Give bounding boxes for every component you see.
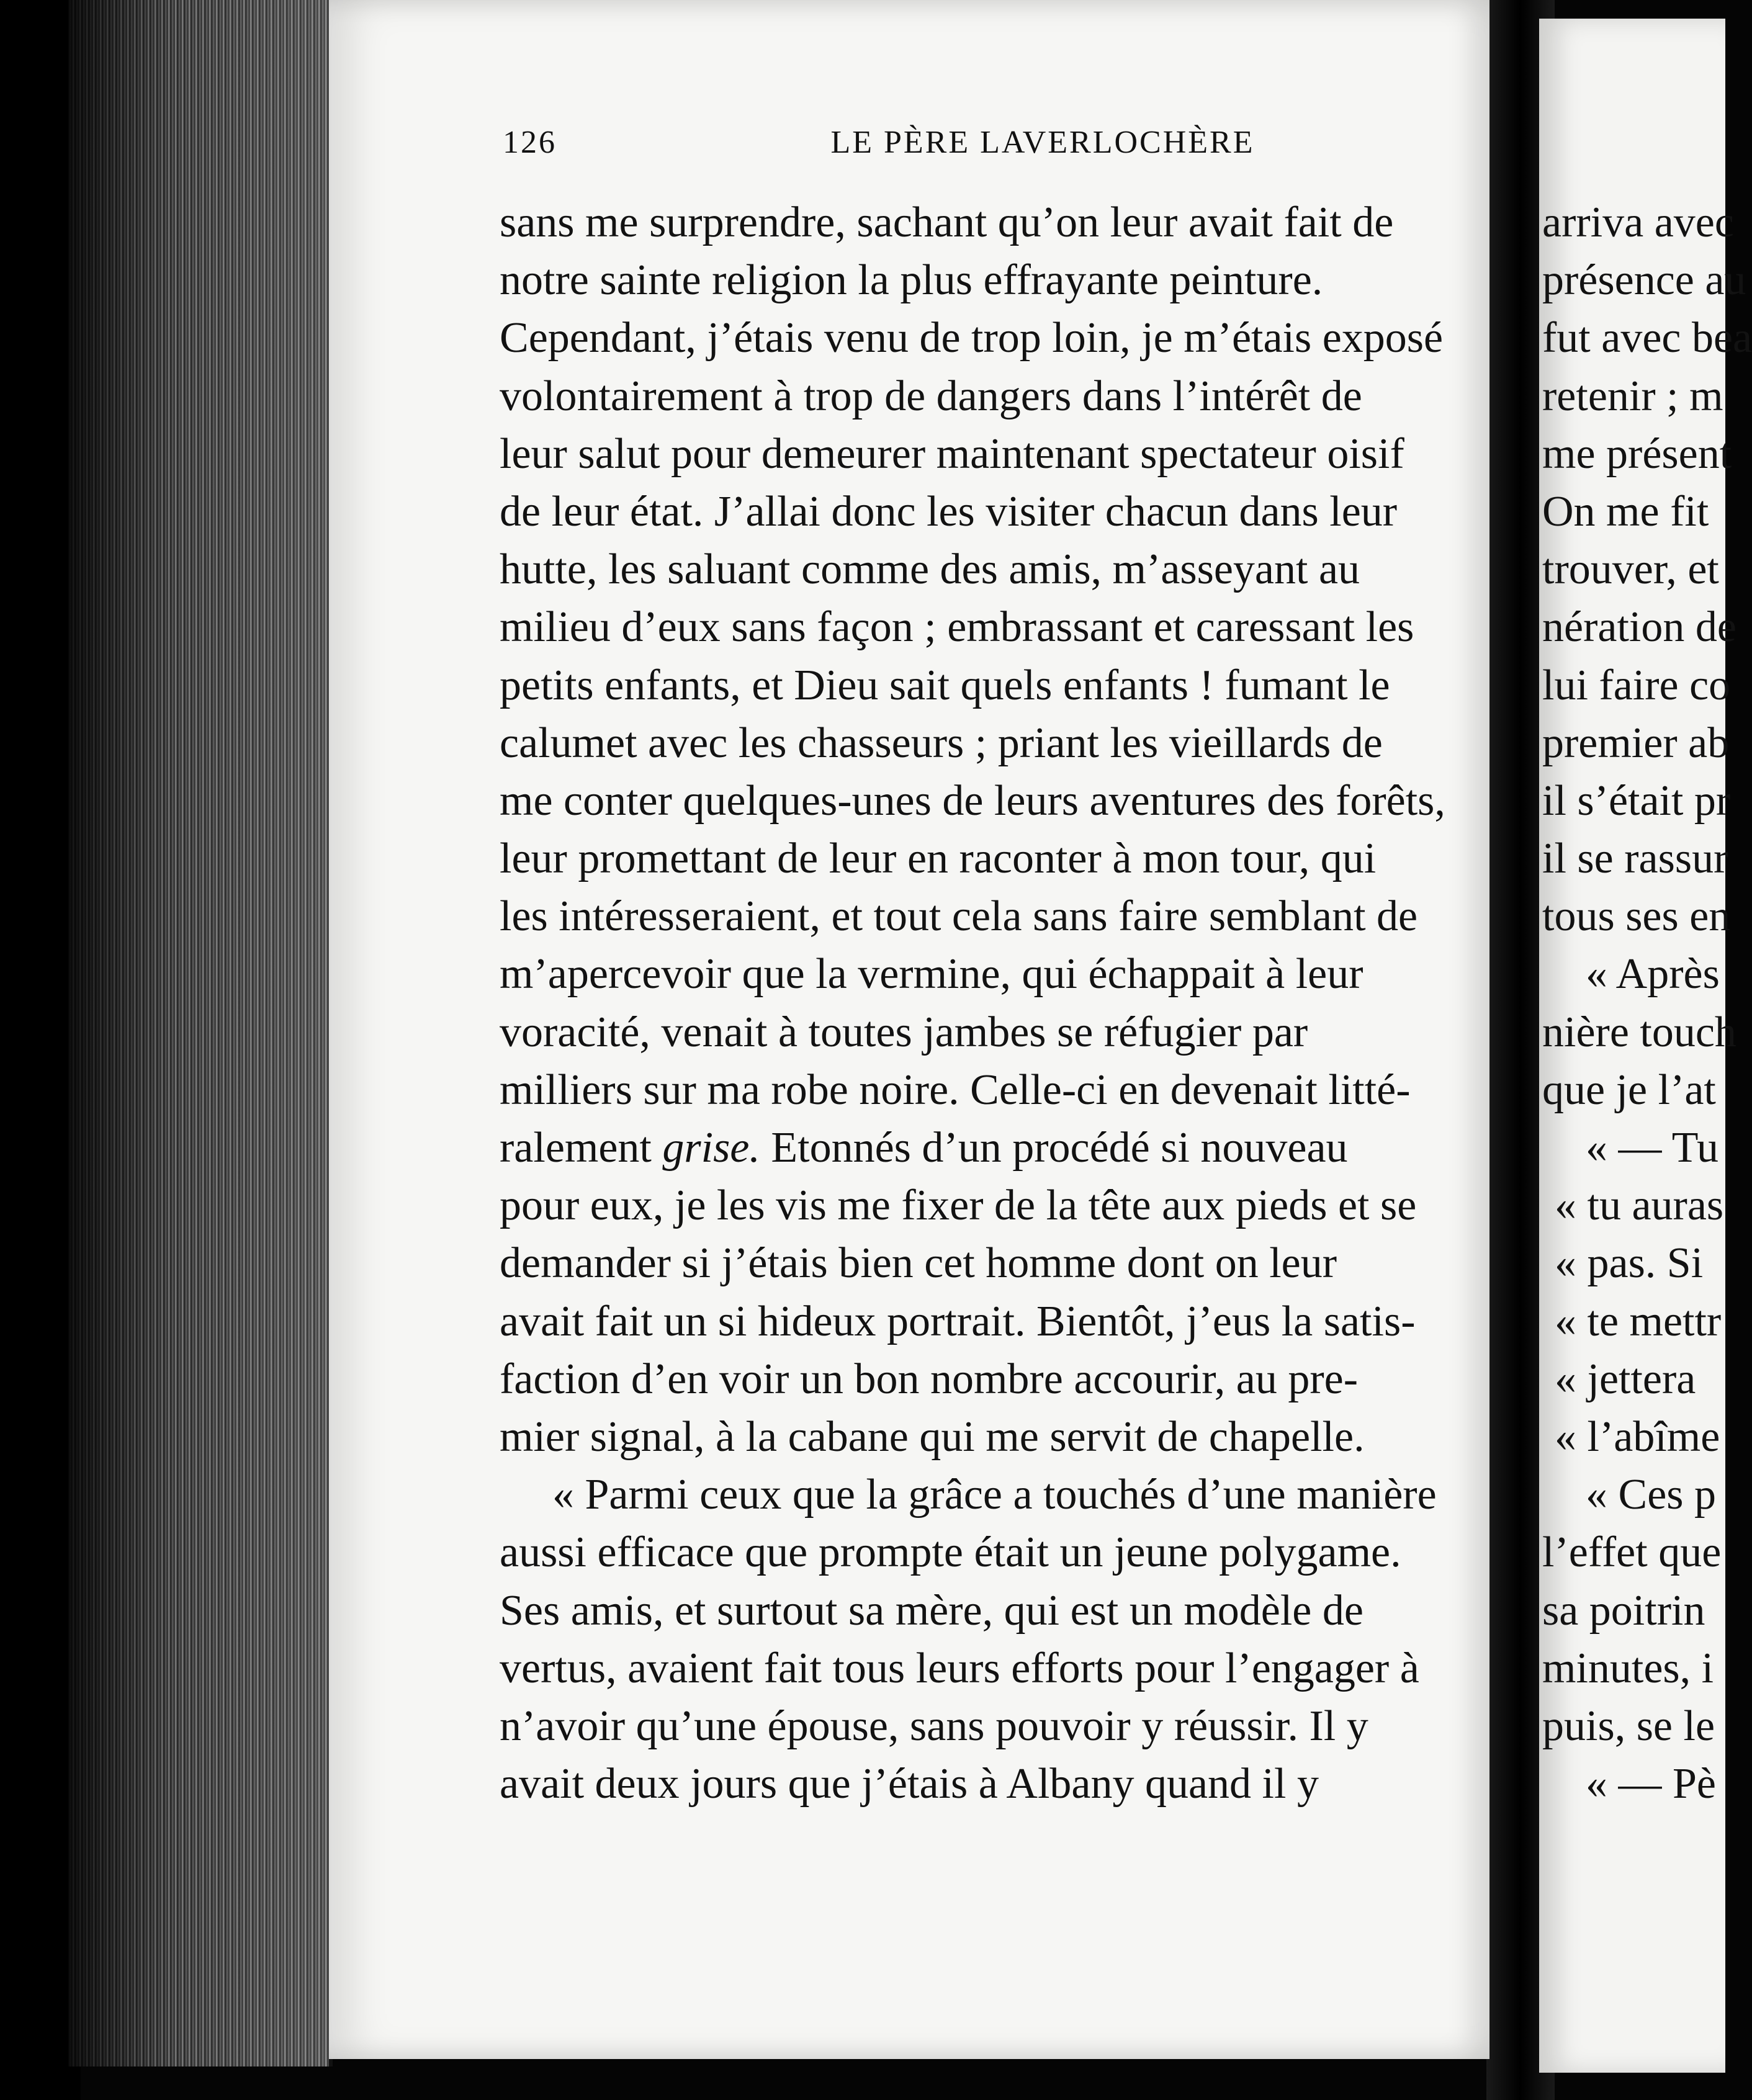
text-segment: Etonnés d’un procédé si nouveau bbox=[771, 1124, 1348, 1172]
text-line: il s’était pr bbox=[1542, 776, 1731, 825]
text-line: pour eux, je les vis me fixer de la tête aux pieds et se bbox=[500, 1182, 1417, 1230]
text-line-italic bbox=[500, 1119, 1348, 1177]
text-line: fut avec bea bbox=[1542, 314, 1752, 362]
text-line: me présent bbox=[1542, 429, 1732, 478]
text-line: vertus, avaient fait tous leurs efforts pour l’engager à bbox=[500, 1644, 1419, 1692]
text-line: nière touch bbox=[1542, 1008, 1736, 1056]
text-line: milliers sur ma robe noire. Celle-ci en devenait litté- bbox=[500, 1066, 1411, 1114]
book-title-header: LE PÈRE LAVERLOCHÈRE bbox=[830, 125, 1255, 160]
text-line: de leur état. J’allai donc les visiter chacun dans leur bbox=[500, 487, 1398, 536]
text-line: volontairement à trop de dangers dans l’intérêt de bbox=[500, 372, 1362, 420]
text-line: « Après bbox=[1586, 950, 1720, 998]
text-line: Ses amis, et surtout sa mère, qui est un modèle de bbox=[500, 1586, 1363, 1635]
text-segment: ralement bbox=[500, 1124, 652, 1172]
text-line: milieu d’eux sans façon ; embrassant et caressant les bbox=[500, 603, 1414, 652]
text-line: les intéresseraient, et tout cela sans faire semblant de bbox=[500, 892, 1418, 941]
paragraph-start-line: « Parmi ceux que la grâce a touchés d’une manière bbox=[552, 1471, 1437, 1519]
running-head bbox=[503, 124, 1558, 174]
text-line: « l’abîme bbox=[1555, 1412, 1720, 1461]
text-line: « tu auras bbox=[1555, 1182, 1724, 1230]
text-line: « te mettr bbox=[1555, 1297, 1722, 1345]
text-line: petits enfants, et Dieu sait quels enfants ! fumant le bbox=[500, 661, 1390, 709]
text-line: voracité, venait à toutes jambes se réfugier par bbox=[500, 1008, 1308, 1056]
text-line: il se rassur bbox=[1542, 835, 1728, 883]
text-line: « Ces p bbox=[1586, 1471, 1716, 1519]
left-page bbox=[329, 0, 1489, 2059]
text-line: premier ab bbox=[1542, 719, 1730, 767]
text-line: Cependant, j’étais venu de trop loin, je m’étais exposé bbox=[500, 314, 1444, 362]
italic-word: grise. bbox=[662, 1124, 760, 1172]
text-line: lui faire co bbox=[1542, 661, 1731, 709]
text-line: m’apercevoir que la vermine, qui échappait à leur bbox=[500, 950, 1363, 998]
text-line: tous ses en bbox=[1542, 892, 1731, 941]
text-line: minutes, i bbox=[1542, 1644, 1714, 1692]
book-page-edges bbox=[68, 0, 333, 2066]
text-line: aussi efficace que prompte était un jeune polygame. bbox=[500, 1528, 1401, 1577]
text-line: n’avoir qu’une épouse, sans pouvoir y réussir. Il y bbox=[500, 1702, 1368, 1750]
text-line: « — Tu bbox=[1586, 1124, 1719, 1172]
text-line: puis, se le bbox=[1542, 1702, 1715, 1750]
text-line: arriva avec bbox=[1542, 199, 1734, 246]
text-line: avait fait un si hideux portrait. Bientôt, j’eus la satis- bbox=[500, 1297, 1416, 1345]
text-line: hutte, les saluant comme des amis, m’asseyant au bbox=[500, 545, 1360, 594]
text-line: leur salut pour demeurer maintenant spectateur oisif bbox=[500, 429, 1404, 478]
text-line: retenir ; m bbox=[1542, 372, 1723, 420]
text-line: faction d’en voir un bon nombre accourir, au pre- bbox=[500, 1355, 1359, 1403]
text-line: demander si j’étais bien cet homme dont on leur bbox=[500, 1239, 1337, 1288]
text-line: que je l’at bbox=[1542, 1066, 1716, 1114]
text-line: notre sainte religion la plus effrayante peinture. bbox=[500, 256, 1323, 305]
text-line: « pas. Si bbox=[1555, 1239, 1704, 1288]
text-line: nération de bbox=[1542, 603, 1736, 652]
text-line: mier signal, à la cabane qui me servit de chapelle. bbox=[500, 1412, 1365, 1461]
text-line: « — Pè bbox=[1586, 1760, 1716, 1808]
text-line: me conter quelques-unes de leurs aventures des forêts, bbox=[500, 776, 1445, 825]
text-line: trouver, et bbox=[1542, 545, 1719, 594]
text-line: calumet avec les chasseurs ; priant les vieillards de bbox=[500, 719, 1383, 767]
text-line: sans me surprendre, sachant qu’on leur avait fait de bbox=[500, 199, 1394, 246]
text-line: avait deux jours que j’étais à Albany quand il y bbox=[500, 1760, 1319, 1808]
text-line: l’effet que bbox=[1542, 1528, 1722, 1577]
text-line: On me fit bbox=[1542, 487, 1709, 536]
text-line: leur promettant de leur en raconter à mon tour, qui bbox=[500, 835, 1377, 883]
page-number: 126 bbox=[503, 125, 557, 160]
text-line: « jettera bbox=[1555, 1355, 1696, 1403]
body-text bbox=[500, 194, 1445, 1813]
text-line: présence au bbox=[1542, 256, 1746, 305]
text-line: sa poitrin bbox=[1542, 1586, 1705, 1635]
right-page-text bbox=[1542, 194, 1752, 1813]
